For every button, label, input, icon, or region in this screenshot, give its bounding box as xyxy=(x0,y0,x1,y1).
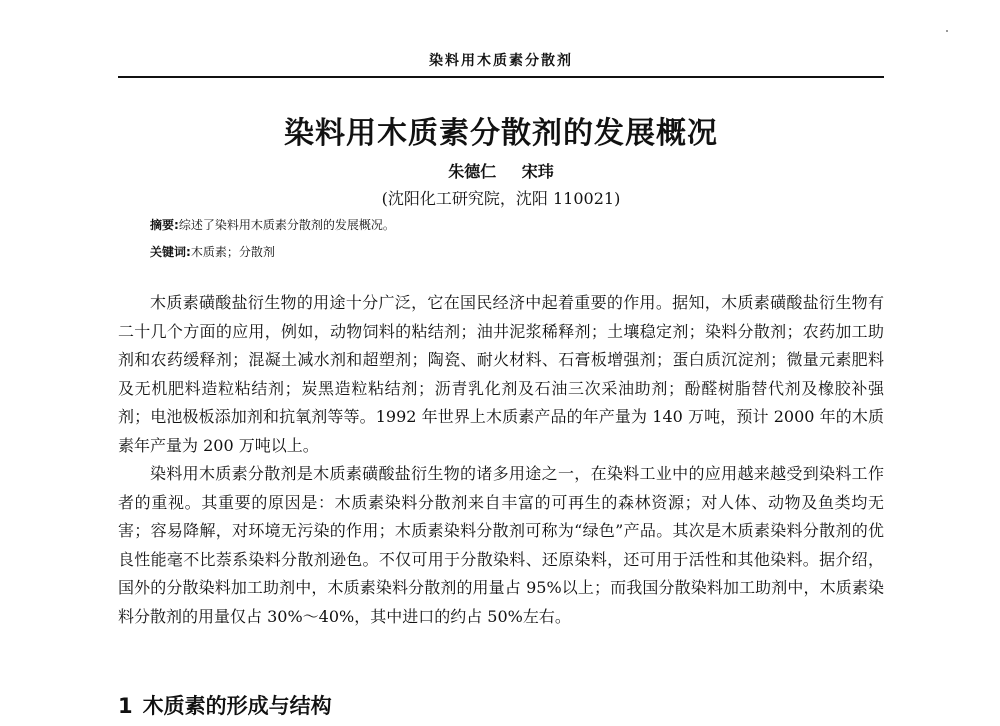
keywords-label: 关键词: xyxy=(150,245,191,259)
author-name: 朱德仁 xyxy=(448,162,497,181)
abstract xyxy=(150,216,395,233)
scan-speck xyxy=(946,30,948,32)
abstract-text: 综述了染料用木质素分散剂的发展概况。 xyxy=(178,218,395,232)
abstract-label: 摘要: xyxy=(150,218,179,232)
section-title: 木质素的形成与结构 xyxy=(142,694,332,718)
author-list xyxy=(118,159,884,182)
author-name: 宋玮 xyxy=(521,162,554,181)
running-head: 染料用木质素分散剂 xyxy=(429,53,573,69)
paragraph: 染料用木质素分散剂是木质素磺酸盐衍生物的诸多用途之一，在染料工业中的应用越来越受到染料工作者的重视。其重要的原因是：木质素染料分散剂来自丰富的可再生的森林资源；对人体、动物及鱼类均无害；容易降解，对环境无污染的作用；木质素染料分散剂可称为“绿色”产品。其次是木质素染料分散剂的优良性能毫不比萘系染料分散剂逊色。不仅可用于分散染料、还原染料，还可用于活性和其他染料。据介绍，国外的分散染料加工助剂中，木质素染料分散剂的用量占 95%以上；而我国分散染料加工助剂中，木质素染料分散剂的用量仅占 30%～40%，其中进口的约占 50%左右。 xyxy=(118,464,884,626)
paper-title: 染料用木质素分散剂的发展概况 xyxy=(284,116,718,151)
keywords xyxy=(150,243,275,260)
keywords-text: 木质素；分散剂 xyxy=(190,245,275,259)
paragraph: 木质素磺酸盐衍生物的用途十分广泛，它在国民经济中起着重要的作用。据知，木质素磺酸盐衍生物有二十几个方面的应用，例如，动物饲料的粘结剂；油井泥浆稀释剂；土壤稳定剂；染料分散剂；农药加工助剂和农药缓释剂；混凝土减水剂和超塑剂；陶瓷、耐火材料、石膏板增强剂；蛋白质沉淀剂；微量元素肥料及无机肥料造粒粘结剂；炭黑造粒粘结剂；沥青乳化剂及石油三次采油助剂；酚醛树脂替代剂及橡胶补强剂；电池极板添加剂和抗氧剂等等。1992 年世界上木质素产品的年产量为 140 万吨，预计 2000 年的木质素年产量为 200 万吨以上。 xyxy=(118,293,884,455)
body-text xyxy=(118,289,884,631)
section-number: 1 xyxy=(118,694,133,718)
section-heading xyxy=(118,690,332,720)
affiliation: (沈阳化工研究院，沈阳 110021) xyxy=(381,189,621,208)
header-rule xyxy=(118,76,884,78)
